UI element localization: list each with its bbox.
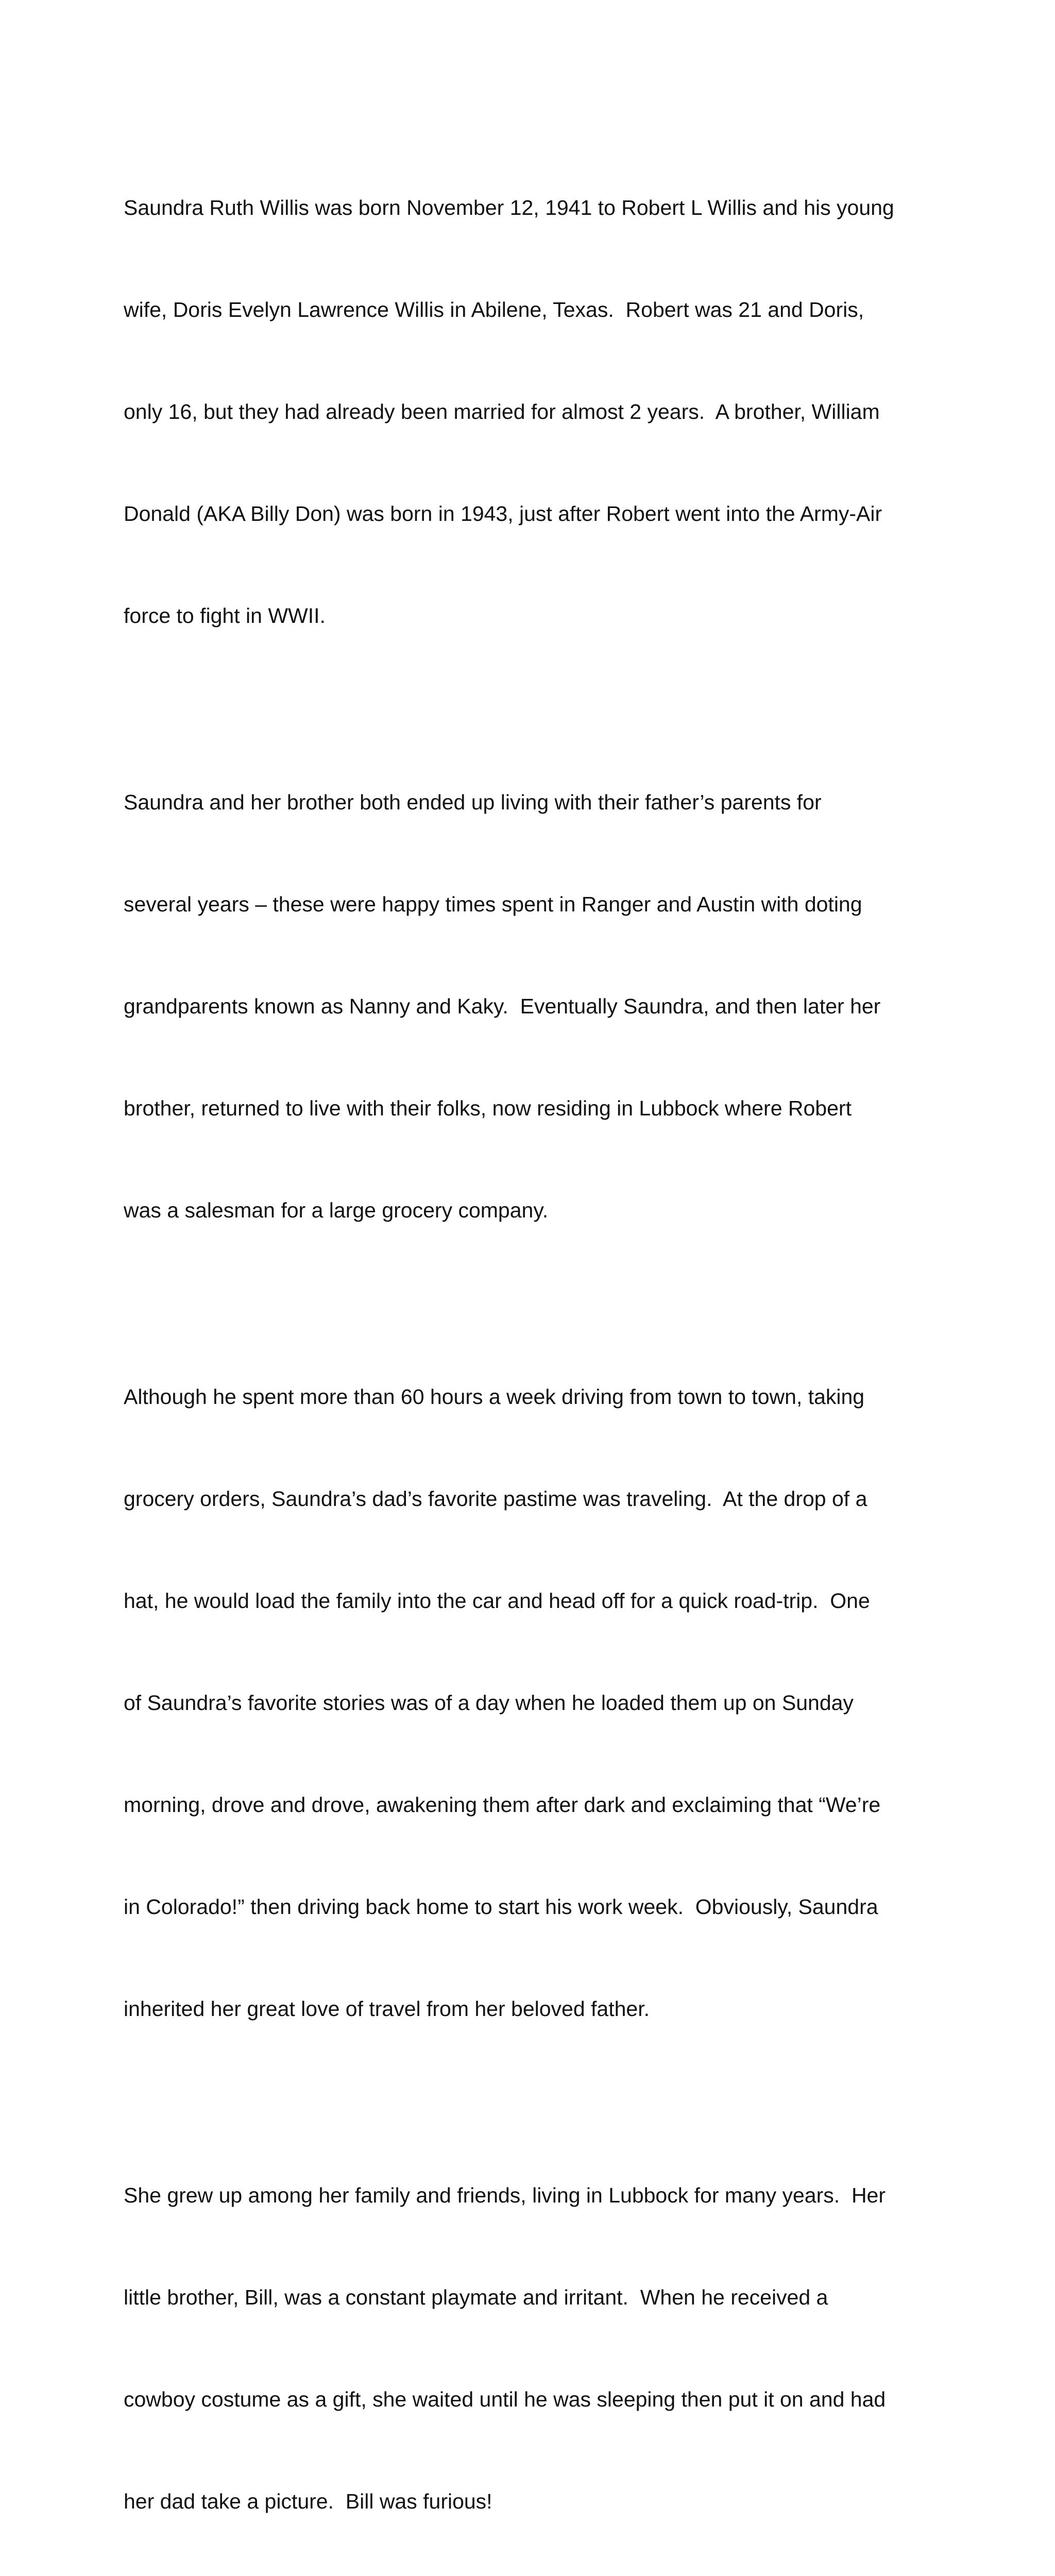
document-page — [124, 123, 938, 2576]
text-line: Donald (AKA Billy Don) was born in 1943, just after Robert went into the Army-Air — [124, 502, 882, 526]
paragraph-grandparents — [124, 717, 938, 1295]
text-line: Saundra and her brother both ended up living with their father’s parents for — [124, 790, 822, 814]
text-line: Although he spent more than 60 hours a week driving from town to town, taking — [124, 1385, 865, 1409]
text-line: of Saundra’s favorite stories was of a day when he loaded them up on Sunday — [124, 1691, 854, 1715]
text-line: in Colorado!” then driving back home to start his work week. Obviously, Saundra — [124, 1895, 878, 1919]
text-line: wife, Doris Evelyn Lawrence Willis in Abilene, Texas. Robert was 21 and Doris, — [124, 298, 864, 321]
text-line: grandparents known as Nanny and Kaky. Eventually Saundra, and then later her — [124, 994, 881, 1018]
paragraph-birth — [124, 123, 938, 701]
paragraph-childhood — [124, 2110, 938, 2576]
text-line: brother, returned to live with their folks, now residing in Lubbock where Robert — [124, 1096, 852, 1120]
text-line: She grew up among her family and friends, living in Lubbock for many years. Her — [124, 2183, 886, 2207]
text-line: her dad take a picture. Bill was furious! — [124, 2489, 492, 2513]
paragraph-travel — [124, 1312, 938, 2094]
text-line: Saundra Ruth Willis was born November 12, 1941 to Robert L Willis and his young — [124, 196, 894, 219]
text-line: was a salesman for a large grocery company. — [124, 1198, 549, 1222]
text-line: morning, drove and drove, awakening them after dark and exclaiming that “We’re — [124, 1793, 881, 1817]
text-line: hat, he would load the family into the car and head off for a quick road-trip. One — [124, 1589, 870, 1613]
text-line: several years – these were happy times spent in Ranger and Austin with doting — [124, 892, 862, 916]
text-line: only 16, but they had already been married for almost 2 years. A brother, William — [124, 400, 880, 423]
text-line: force to fight in WWII. — [124, 604, 326, 628]
text-line: little brother, Bill, was a constant playmate and irritant. When he received a — [124, 2285, 828, 2309]
text-line: grocery orders, Saundra’s dad’s favorite pastime was traveling. At the drop of a — [124, 1487, 867, 1511]
text-line: cowboy costume as a gift, she waited until he was sleeping then put it on and had — [124, 2387, 886, 2411]
text-line: inherited her great love of travel from her beloved father. — [124, 1997, 650, 2021]
